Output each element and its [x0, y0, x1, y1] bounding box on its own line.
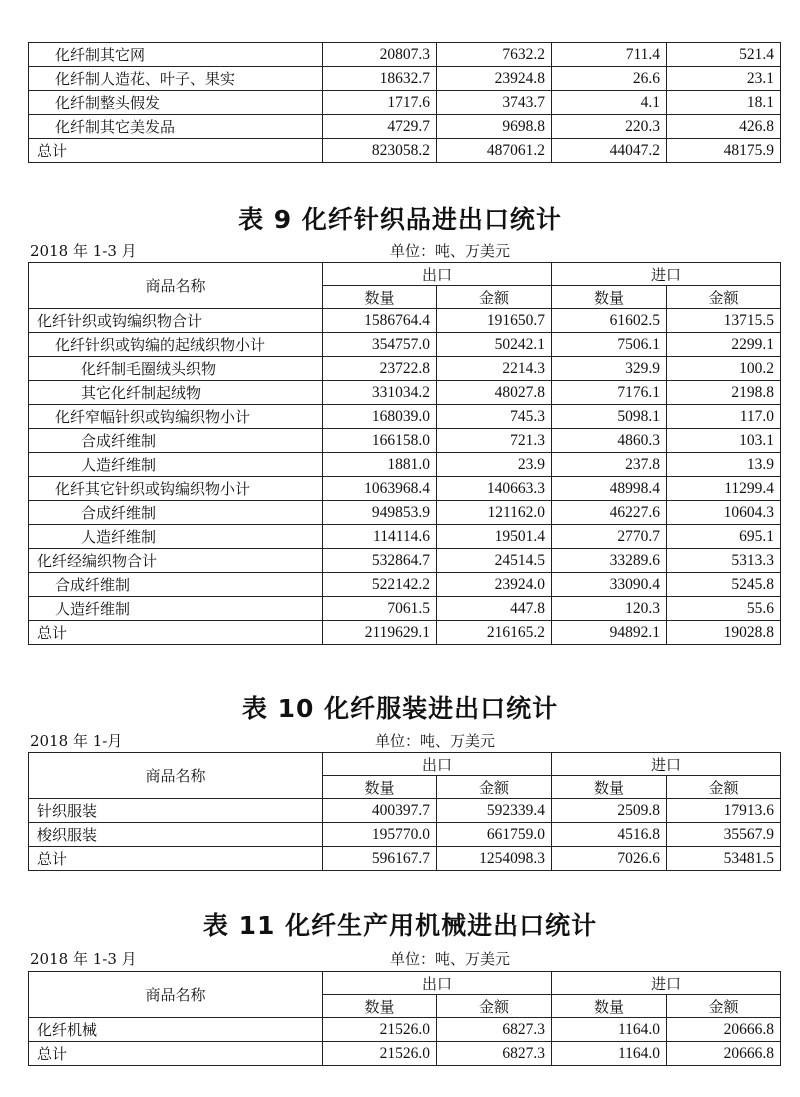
table-row	[29, 381, 781, 405]
cell: 711.4	[552, 43, 667, 67]
cell: 721.3	[437, 429, 552, 453]
cell: 522142.2	[323, 573, 437, 597]
table-row	[29, 477, 781, 501]
row-name: 其它化纤制起绒物	[29, 381, 323, 405]
cell: 5245.8	[667, 573, 781, 597]
cell: 94892.1	[552, 621, 667, 645]
cell: 55.6	[667, 597, 781, 621]
header-product: 商品名称	[29, 753, 323, 799]
row-name: 化纤制人造花、叶子、果实	[29, 67, 323, 91]
cell: 26.6	[552, 67, 667, 91]
cell: 220.3	[552, 115, 667, 139]
cell: 11299.4	[667, 477, 781, 501]
header-row	[29, 753, 781, 776]
total-row	[29, 847, 781, 871]
row-name: 总计	[29, 621, 323, 645]
cell: 4860.3	[552, 429, 667, 453]
cell: 4729.7	[323, 115, 437, 139]
header-qty: 数量	[552, 995, 667, 1018]
table9-period: 2018 年 1-3 月	[30, 242, 137, 260]
row-name: 总计	[29, 139, 323, 163]
header-import: 进口	[552, 263, 781, 286]
table-row	[29, 1018, 781, 1042]
table10-period: 2018 年 1-月	[30, 732, 123, 750]
cell: 596167.7	[323, 847, 437, 871]
header-row	[29, 263, 781, 286]
cell: 1254098.3	[437, 847, 552, 871]
cell: 3743.7	[437, 91, 552, 115]
table11-title: 表 11 化纤生产用机械进出口统计	[202, 911, 598, 940]
header-amount: 金额	[437, 286, 552, 309]
header-row	[29, 972, 781, 995]
cell: 33090.4	[552, 573, 667, 597]
cell: 216165.2	[437, 621, 552, 645]
cell: 745.3	[437, 405, 552, 429]
cell: 329.9	[552, 357, 667, 381]
cell: 48175.9	[667, 139, 781, 163]
cell: 140663.3	[437, 477, 552, 501]
row-name: 人造纤维制	[29, 525, 323, 549]
cell: 19028.8	[667, 621, 781, 645]
cell: 166158.0	[323, 429, 437, 453]
header-qty: 数量	[552, 776, 667, 799]
table-row	[29, 549, 781, 573]
cell: 532864.7	[323, 549, 437, 573]
cell: 6827.3	[437, 1018, 552, 1042]
row-name: 合成纤维制	[29, 573, 323, 597]
table-row	[29, 309, 781, 333]
table-row	[29, 501, 781, 525]
row-name: 化纤窄幅针织或钩编织物小计	[29, 405, 323, 429]
row-name: 梭织服装	[29, 823, 323, 847]
cell: 19501.4	[437, 525, 552, 549]
table-row	[29, 91, 781, 115]
row-name: 化纤机械	[29, 1018, 323, 1042]
table11	[28, 971, 781, 1066]
cell: 20807.3	[323, 43, 437, 67]
cell: 53481.5	[667, 847, 781, 871]
table10-unit: 单位：吨、万美元	[375, 732, 496, 750]
cell: 487061.2	[437, 139, 552, 163]
cell: 20666.8	[667, 1042, 781, 1066]
row-name: 化纤制整头假发	[29, 91, 323, 115]
header-qty: 数量	[323, 995, 437, 1018]
cell: 18632.7	[323, 67, 437, 91]
cell: 5098.1	[552, 405, 667, 429]
header-import: 进口	[552, 972, 781, 995]
cell: 695.1	[667, 525, 781, 549]
table-row	[29, 115, 781, 139]
table11-period: 2018 年 1-3 月	[30, 950, 137, 968]
cell: 18.1	[667, 91, 781, 115]
cell: 120.3	[552, 597, 667, 621]
header-qty: 数量	[552, 286, 667, 309]
cell: 168039.0	[323, 405, 437, 429]
header-product: 商品名称	[29, 263, 323, 309]
table9-unit: 单位：吨、万美元	[390, 242, 511, 260]
top-table	[28, 42, 781, 163]
row-name: 化纤其它针织或钩编织物小计	[29, 477, 323, 501]
cell: 13715.5	[667, 309, 781, 333]
row-name: 化纤针织或钩编织物合计	[29, 309, 323, 333]
table-row	[29, 573, 781, 597]
cell: 1586764.4	[323, 309, 437, 333]
cell: 1063968.4	[323, 477, 437, 501]
row-name: 化纤经编织物合计	[29, 549, 323, 573]
cell: 7176.1	[552, 381, 667, 405]
cell: 2198.8	[667, 381, 781, 405]
cell: 20666.8	[667, 1018, 781, 1042]
row-name: 针织服装	[29, 799, 323, 823]
table-row	[29, 525, 781, 549]
cell: 2214.3	[437, 357, 552, 381]
cell: 21526.0	[323, 1042, 437, 1066]
cell: 1164.0	[552, 1018, 667, 1042]
cell: 48998.4	[552, 477, 667, 501]
cell: 46227.6	[552, 501, 667, 525]
cell: 2770.7	[552, 525, 667, 549]
header-amount: 金额	[667, 995, 781, 1018]
cell: 592339.4	[437, 799, 552, 823]
cell: 44047.2	[552, 139, 667, 163]
cell: 195770.0	[323, 823, 437, 847]
table-row	[29, 333, 781, 357]
cell: 23.9	[437, 453, 552, 477]
total-row	[29, 139, 781, 163]
cell: 447.8	[437, 597, 552, 621]
total-row	[29, 1042, 781, 1066]
header-export: 出口	[323, 972, 552, 995]
row-name: 合成纤维制	[29, 429, 323, 453]
cell: 61602.5	[552, 309, 667, 333]
table-row	[29, 823, 781, 847]
cell: 24514.5	[437, 549, 552, 573]
header-amount: 金额	[667, 286, 781, 309]
table9	[28, 262, 781, 645]
row-name: 化纤针织或钩编的起绒织物小计	[29, 333, 323, 357]
table10	[28, 752, 781, 871]
cell: 5313.3	[667, 549, 781, 573]
row-name: 化纤制其它美发品	[29, 115, 323, 139]
cell: 23.1	[667, 67, 781, 91]
cell: 7632.2	[437, 43, 552, 67]
cell: 521.4	[667, 43, 781, 67]
header-export: 出口	[323, 263, 552, 286]
total-row	[29, 621, 781, 645]
header-import: 进口	[552, 753, 781, 776]
cell: 4.1	[552, 91, 667, 115]
table-row	[29, 453, 781, 477]
row-name: 人造纤维制	[29, 597, 323, 621]
table11-unit: 单位：吨、万美元	[390, 950, 511, 968]
cell: 2119629.1	[323, 621, 437, 645]
cell: 23722.8	[323, 357, 437, 381]
header-qty: 数量	[323, 776, 437, 799]
row-name: 人造纤维制	[29, 453, 323, 477]
cell: 661759.0	[437, 823, 552, 847]
cell: 6827.3	[437, 1042, 552, 1066]
cell: 13.9	[667, 453, 781, 477]
cell: 17913.6	[667, 799, 781, 823]
header-product: 商品名称	[29, 972, 323, 1018]
cell: 35567.9	[667, 823, 781, 847]
cell: 7061.5	[323, 597, 437, 621]
row-name: 合成纤维制	[29, 501, 323, 525]
cell: 121162.0	[437, 501, 552, 525]
cell: 1164.0	[552, 1042, 667, 1066]
row-name: 化纤制毛圈绒头织物	[29, 357, 323, 381]
cell: 1717.6	[323, 91, 437, 115]
cell: 23924.8	[437, 67, 552, 91]
cell: 10604.3	[667, 501, 781, 525]
cell: 103.1	[667, 429, 781, 453]
cell: 23924.0	[437, 573, 552, 597]
cell: 50242.1	[437, 333, 552, 357]
header-amount: 金额	[667, 776, 781, 799]
row-name: 化纤制其它网	[29, 43, 323, 67]
header-amount: 金额	[437, 995, 552, 1018]
cell: 100.2	[667, 357, 781, 381]
cell: 21526.0	[323, 1018, 437, 1042]
cell: 354757.0	[323, 333, 437, 357]
cell: 7506.1	[552, 333, 667, 357]
cell: 949853.9	[323, 501, 437, 525]
cell: 191650.7	[437, 309, 552, 333]
cell: 4516.8	[552, 823, 667, 847]
cell: 426.8	[667, 115, 781, 139]
row-name: 总计	[29, 1042, 323, 1066]
cell: 9698.8	[437, 115, 552, 139]
table-row	[29, 405, 781, 429]
table10-title: 表 10 化纤服装进出口统计	[241, 694, 559, 723]
cell: 823058.2	[323, 139, 437, 163]
table-row	[29, 429, 781, 453]
cell: 2299.1	[667, 333, 781, 357]
table-row	[29, 357, 781, 381]
table-row	[29, 43, 781, 67]
cell: 114114.6	[323, 525, 437, 549]
cell: 117.0	[667, 405, 781, 429]
cell: 1881.0	[323, 453, 437, 477]
table-row	[29, 597, 781, 621]
cell: 48027.8	[437, 381, 552, 405]
header-qty: 数量	[323, 286, 437, 309]
cell: 237.8	[552, 453, 667, 477]
cell: 2509.8	[552, 799, 667, 823]
cell: 400397.7	[323, 799, 437, 823]
row-name: 总计	[29, 847, 323, 871]
header-amount: 金额	[437, 776, 552, 799]
table-row	[29, 799, 781, 823]
cell: 33289.6	[552, 549, 667, 573]
cell: 7026.6	[552, 847, 667, 871]
cell: 331034.2	[323, 381, 437, 405]
table-row	[29, 67, 781, 91]
table9-title: 表 9 化纤针织品进出口统计	[238, 205, 562, 234]
header-export: 出口	[323, 753, 552, 776]
